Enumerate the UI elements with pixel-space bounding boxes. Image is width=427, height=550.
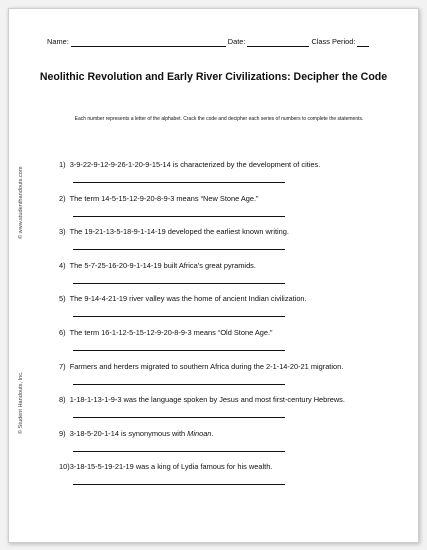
answer-blank[interactable] xyxy=(73,249,285,250)
header-fields xyxy=(47,33,397,47)
answer-blank[interactable] xyxy=(73,484,285,485)
answer-blank[interactable] xyxy=(73,384,285,385)
question-emphasis: Minoan xyxy=(187,428,212,438)
question-text-end: . xyxy=(211,428,214,438)
answer-blank[interactable] xyxy=(73,451,285,452)
name-blank[interactable] xyxy=(71,37,226,47)
question-item xyxy=(59,227,399,261)
answer-blank[interactable] xyxy=(73,316,285,317)
question-number: 4) xyxy=(59,260,66,270)
answer-blank[interactable] xyxy=(73,417,285,418)
question-item xyxy=(59,194,399,228)
question-number: 7) xyxy=(59,361,66,371)
question-text: 3-18-5-20-1-14 is synonymous with xyxy=(69,428,188,438)
answer-blank[interactable] xyxy=(73,182,285,183)
question-number: 10) xyxy=(59,462,70,472)
question-number: 2) xyxy=(59,193,66,203)
question-text: The term 16-1-12-5-15-12-9-20-8-9-3 means “Old Stone Age.” xyxy=(69,327,273,337)
answer-blank[interactable] xyxy=(73,216,285,217)
question-item xyxy=(59,328,399,362)
question-number: 1) xyxy=(59,160,66,169)
question-text: Farmers and herders migrated to southern Africa during the 2-1-14-20-21 migration. xyxy=(69,361,344,371)
question-item xyxy=(59,395,399,429)
worksheet-title: Neolithic Revolution and Early River Civilizations: Decipher the Code xyxy=(39,71,388,83)
question-text: The 19-21-13-5-18-9-1-14-19 developed the earliest known writing. xyxy=(69,227,289,237)
question-item xyxy=(59,160,399,194)
class-period-blank[interactable] xyxy=(357,37,369,47)
side-copyright-company: © Student Handouts, Inc. xyxy=(18,371,24,434)
question-text: 1-18-1-13-1-9-3 was the language spoken by Jesus and most first-century Hebrews. xyxy=(69,395,345,405)
question-number: 9) xyxy=(59,428,66,438)
worksheet-page xyxy=(8,8,419,543)
instructions: Each number represents a letter of the alphabet. Crack the code and decipher each series of numbers to complete the statements. xyxy=(74,116,364,122)
question-item xyxy=(59,429,399,463)
side-copyright-url: © www.studenthandouts.com xyxy=(18,166,24,239)
question-number: 5) xyxy=(59,294,66,304)
question-list xyxy=(59,160,399,496)
question-text: The 9-14-4-21-19 river valley was the home of ancient Indian civilization. xyxy=(69,294,307,304)
question-item xyxy=(59,462,399,496)
question-item xyxy=(59,294,399,328)
question-item xyxy=(59,261,399,295)
answer-blank[interactable] xyxy=(73,283,285,284)
question-number: 6) xyxy=(59,327,66,337)
question-text: 3-18-15-5-19-21-19 was a king of Lydia famous for his wealth. xyxy=(69,462,273,472)
question-number: 3) xyxy=(59,227,66,237)
date-label: Date: xyxy=(227,37,246,46)
name-label: Name: xyxy=(47,37,69,46)
date-blank[interactable] xyxy=(247,37,309,47)
answer-blank[interactable] xyxy=(73,350,285,351)
class-period-label: Class Period: xyxy=(311,37,356,46)
question-text: 3-9-22-9-12-9-26-1-20-9-15-14 is characterized by the development of cities. xyxy=(69,160,321,169)
question-text: The 5-7-25-16-20-9-1-14-19 built Africa’s great pyramids. xyxy=(69,260,256,270)
question-item xyxy=(59,362,399,396)
question-text: The term 14-5-15-12-9-20-8-9-3 means “New Stone Age.” xyxy=(69,193,259,203)
question-number: 8) xyxy=(59,395,66,405)
